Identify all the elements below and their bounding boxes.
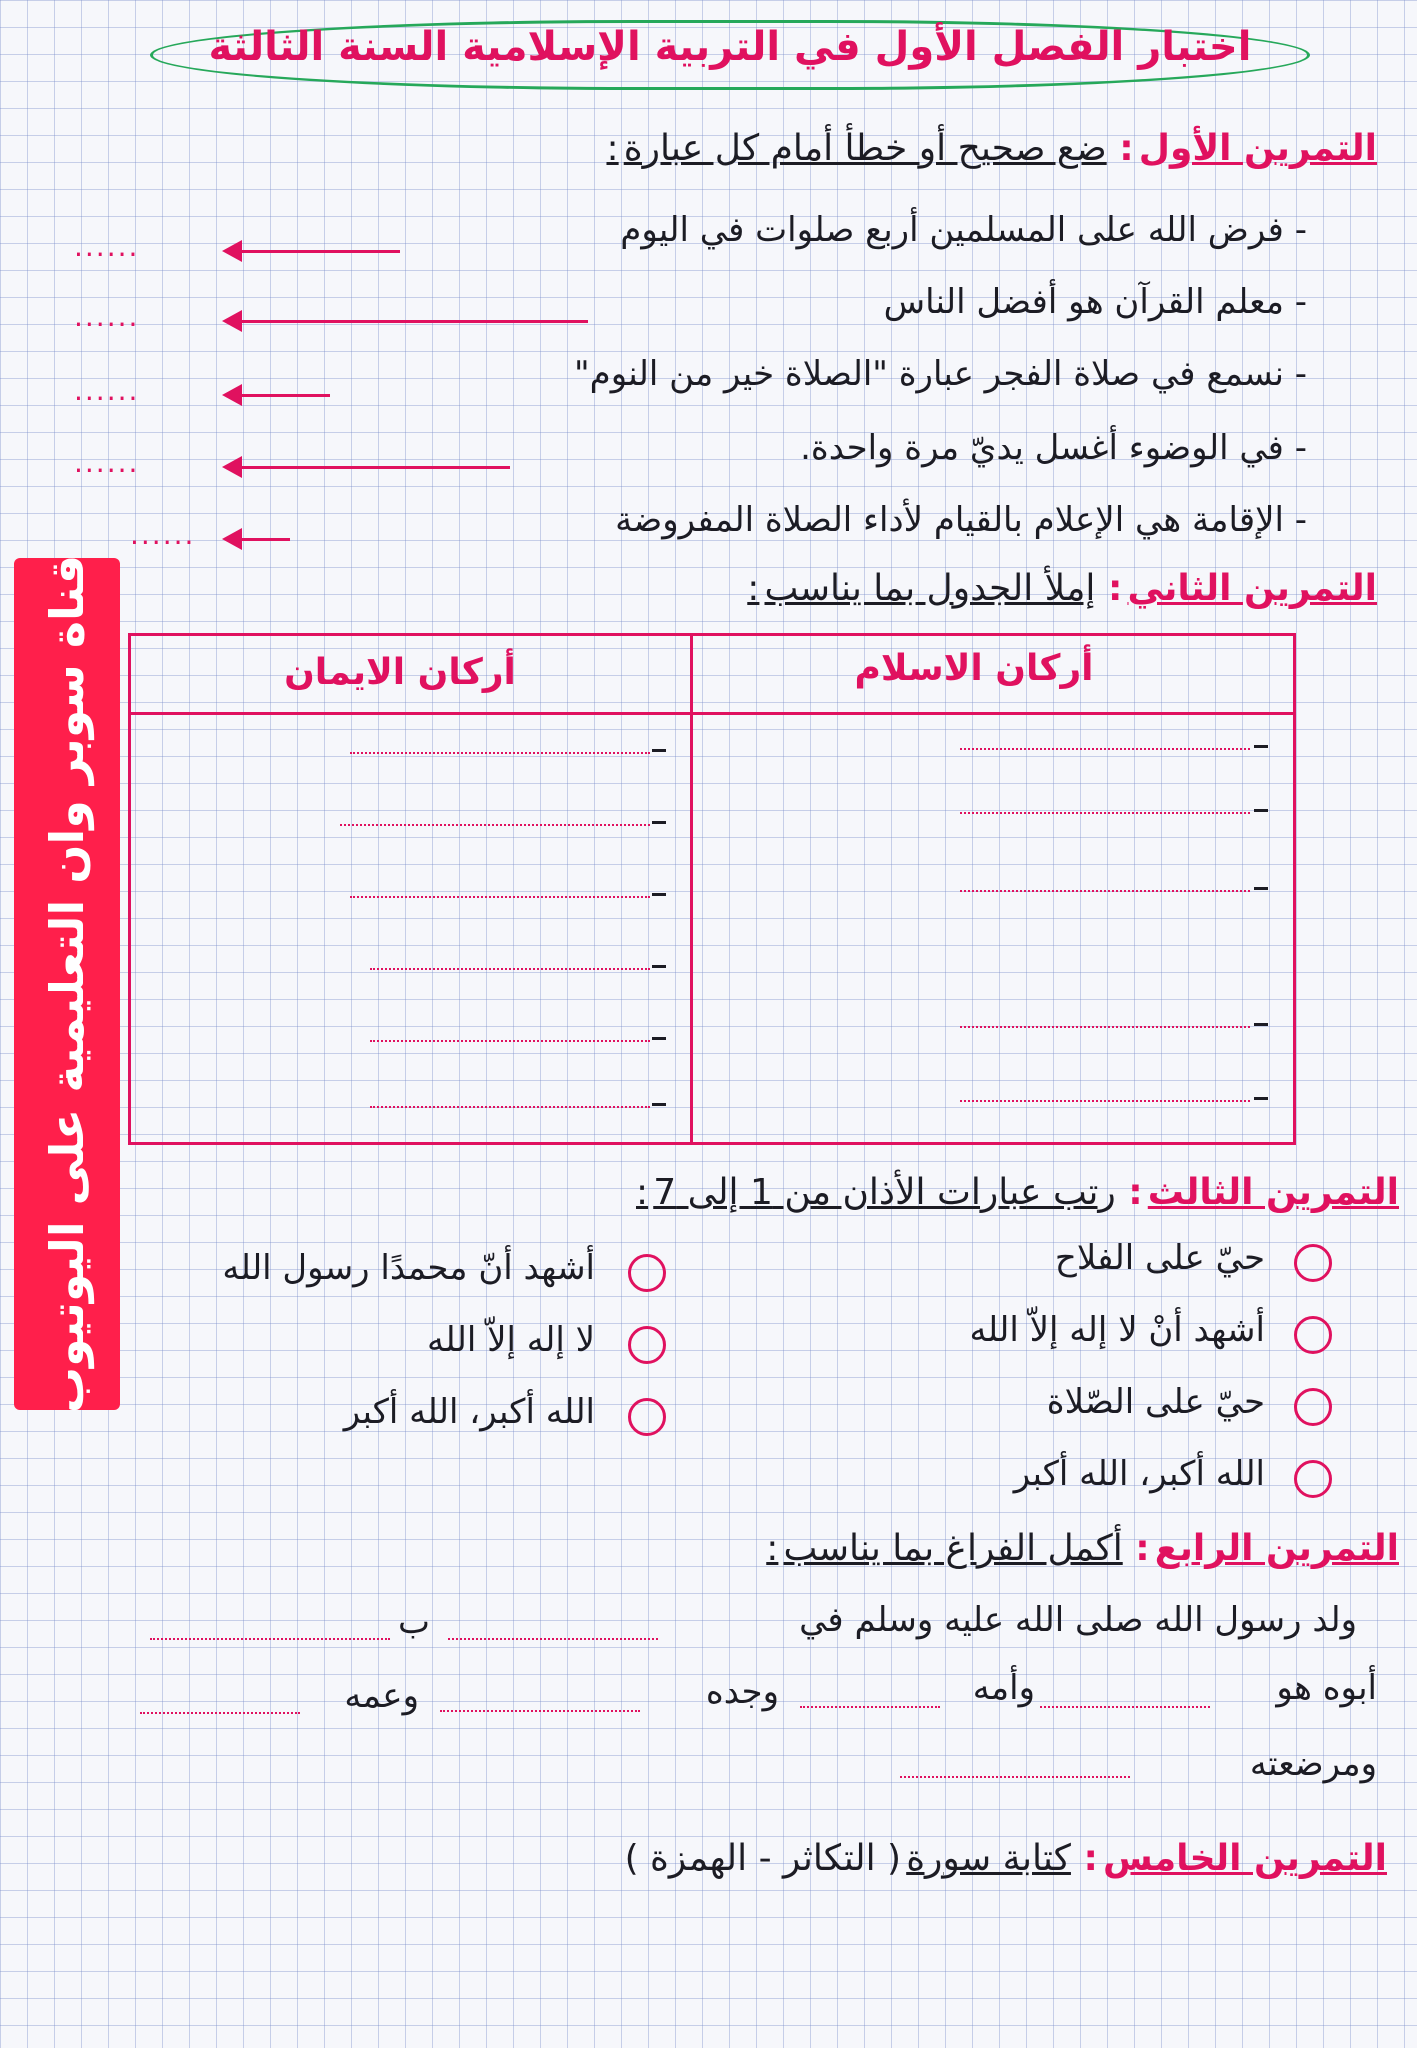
- iman-fill-line-5[interactable]: [370, 1040, 650, 1042]
- ex1-arrow-1-line: [240, 250, 400, 253]
- exercise-5-heading: [625, 1838, 1387, 1879]
- ex1-answer-blank-1[interactable]: ......: [74, 230, 140, 263]
- exercise-5-label: التمرين الخامس: [1102, 1838, 1387, 1879]
- islam-fill-dash: [1254, 745, 1268, 748]
- exercise-5-instruction: كتابة سورة: [906, 1838, 1071, 1879]
- exercise-3-label: التمرين الثالث: [1147, 1172, 1399, 1213]
- arrow-left-icon: [222, 310, 242, 332]
- iman-fill-dash: [652, 749, 666, 752]
- exercise-3-heading: [636, 1172, 1399, 1213]
- exercise-2-colon: :: [1095, 568, 1123, 609]
- ex1-arrow-2-line: [240, 320, 588, 323]
- table-header-iman: أركان الايمان: [284, 652, 516, 693]
- islam-fill-dash: [1254, 1097, 1268, 1100]
- ex4-blank-grandfather[interactable]: [440, 1710, 640, 1712]
- ex1-statement-4: - في الوضوء أغسل يديّ مرة واحدة.: [800, 428, 1307, 468]
- ex4-mother-label: وأمه: [972, 1668, 1035, 1708]
- channel-banner-text: قناة سوبر وان التعليمية على اليوتيوب: [40, 554, 95, 1414]
- adhan-item-r1: حيّ على الفلاح: [1054, 1238, 1265, 1278]
- islam-fill-dash: [1254, 809, 1268, 812]
- adhan-item-r4: الله أكبر، الله أكبر: [1013, 1454, 1265, 1494]
- ex1-answer-blank-4[interactable]: ......: [74, 446, 140, 479]
- ex1-arrow-4-line: [240, 466, 510, 469]
- adhan-order-circle-r1[interactable]: [1294, 1244, 1332, 1282]
- adhan-item-r2: أشهد أنْ لا إله إلاّ الله: [969, 1310, 1265, 1350]
- islam-fill-line-5[interactable]: [960, 1100, 1250, 1102]
- islam-fill-line-3[interactable]: [960, 890, 1250, 892]
- ex1-answer-blank-3[interactable]: ......: [74, 374, 140, 407]
- ex1-statement-3: - نسمع في صلاة الفجر عبارة "الصلاة خير من النوم": [574, 354, 1307, 394]
- table-column-divider: [690, 633, 693, 1145]
- ex1-statement-2: - معلم القرآن هو أفضل الناس: [883, 282, 1307, 322]
- exercise-4-heading: [766, 1528, 1399, 1569]
- exercise-2-instruction-colon: :: [747, 568, 760, 609]
- exercise-3-colon: :: [1115, 1172, 1143, 1213]
- ex4-blank-nurse[interactable]: [900, 1776, 1130, 1778]
- exercise-1-colon: :: [1106, 128, 1134, 169]
- exercise-4-colon: :: [1122, 1528, 1150, 1569]
- exercise-5-surahs: ( التكاثر - الهمزة ): [624, 1838, 902, 1879]
- adhan-order-circle-r3[interactable]: [1294, 1388, 1332, 1426]
- adhan-order-circle-l1[interactable]: [628, 1254, 666, 1292]
- exercise-1-heading: [606, 128, 1377, 169]
- iman-fill-line-6[interactable]: [370, 1106, 650, 1108]
- ex1-statement-1-text: فرض الله على المسلمين أربع صلوات في اليوم: [620, 210, 1284, 250]
- ex1-statement-5-text: الإقامة هي الإعلام بالقيام لأداء الصلاة المفروضة: [615, 500, 1284, 540]
- islam-fill-line-1[interactable]: [960, 748, 1250, 750]
- exercise-1-instruction-colon: :: [606, 128, 619, 169]
- exercise-3-instruction: رتب عبارات الأذان من 1 إلى 7: [653, 1172, 1116, 1213]
- table-header-islam: أركان الاسلام: [854, 648, 1094, 689]
- islam-fill-line-4[interactable]: [960, 1026, 1250, 1028]
- islam-fill-dash: [1254, 887, 1268, 890]
- ex4-uncle-label: وعمه: [344, 1676, 419, 1716]
- iman-fill-line-3[interactable]: [350, 896, 650, 898]
- islam-fill-line-2[interactable]: [960, 812, 1250, 814]
- arrow-left-icon: [222, 240, 242, 262]
- ex4-nurse-label: ومرضعته: [1249, 1744, 1377, 1784]
- page-title: اختبار الفصل الأول في التربية الإسلامية السنة الثالثة: [208, 24, 1252, 70]
- arrow-left-icon: [222, 384, 242, 406]
- table-header-separator: [128, 712, 1296, 715]
- ex1-statement-1: - فرض الله على المسلمين أربع صلوات في اليوم: [620, 210, 1307, 250]
- adhan-order-circle-l3[interactable]: [628, 1398, 666, 1436]
- islam-fill-dash: [1254, 1023, 1268, 1026]
- adhan-item-r3: حيّ على الصّلاة: [1046, 1382, 1265, 1422]
- arrow-left-icon: [222, 528, 242, 550]
- pillars-table: [128, 633, 1296, 1145]
- ex4-line1-text: ولد رسول الله صلى الله عليه وسلم في: [799, 1600, 1357, 1640]
- iman-fill-dash: [652, 965, 666, 968]
- exercise-2-instruction: إملأ الجدول بما يناسب: [764, 568, 1096, 609]
- iman-fill-line-1[interactable]: [350, 752, 650, 754]
- ex1-statement-5: - الإقامة هي الإعلام بالقيام لأداء الصلاة المفروضة: [615, 500, 1307, 540]
- ex4-blank-father[interactable]: [1040, 1706, 1210, 1708]
- ex4-blank-year[interactable]: [150, 1638, 390, 1640]
- ex1-statement-3-text: نسمع في صلاة الفجر عبارة "الصلاة خير من النوم": [574, 354, 1284, 394]
- adhan-item-l1: أشهد أنّ محمدًا رسول الله: [222, 1248, 595, 1288]
- iman-fill-dash: [652, 821, 666, 824]
- adhan-item-l3: الله أكبر، الله أكبر: [343, 1392, 595, 1432]
- ex1-statement-2-text: معلم القرآن هو أفضل الناس: [883, 282, 1284, 322]
- exercise-5-colon: :: [1070, 1838, 1098, 1879]
- ex1-arrow-3-line: [240, 394, 330, 397]
- ex4-blank-mother[interactable]: [800, 1706, 940, 1708]
- arrow-left-icon: [222, 456, 242, 478]
- adhan-order-circle-l2[interactable]: [628, 1326, 666, 1364]
- exercise-4-instruction-colon: :: [766, 1528, 779, 1569]
- ex4-blank-uncle[interactable]: [140, 1712, 300, 1714]
- iman-fill-line-4[interactable]: [370, 968, 650, 970]
- exercise-4-label: التمرين الرابع: [1154, 1528, 1399, 1569]
- adhan-order-circle-r4[interactable]: [1294, 1460, 1332, 1498]
- exercise-2-heading: [747, 568, 1377, 609]
- ex4-grandfather-label: وجده: [705, 1672, 779, 1712]
- iman-fill-line-2[interactable]: [340, 824, 650, 826]
- ex1-statement-4-text: في الوضوء أغسل يديّ مرة واحدة.: [800, 428, 1284, 468]
- ex1-arrow-5-line: [240, 538, 290, 541]
- exercise-1-label: التمرين الأول: [1138, 128, 1377, 169]
- exercise-2-label: التمرين الثاني: [1127, 568, 1377, 609]
- ex1-answer-blank-2[interactable]: ......: [74, 300, 140, 333]
- adhan-order-circle-r2[interactable]: [1294, 1316, 1332, 1354]
- ex4-line1-b: ب: [398, 1602, 431, 1642]
- exercise-3-instruction-colon: :: [636, 1172, 649, 1213]
- channel-banner-text-wrap: [14, 554, 120, 1414]
- ex1-answer-blank-5[interactable]: ......: [130, 518, 196, 551]
- ex4-father-label: أبوه هو: [1276, 1668, 1377, 1708]
- iman-fill-dash: [652, 1103, 666, 1106]
- exercise-4-instruction: أكمل الفراغ بما يناسب: [783, 1528, 1123, 1569]
- iman-fill-dash: [652, 1037, 666, 1040]
- adhan-item-l2: لا إله إلاّ الله: [427, 1320, 595, 1360]
- exercise-1-instruction: ضع صحيح أو خطأ أمام كل عبارة: [623, 128, 1107, 169]
- ex4-blank-birthplace[interactable]: [448, 1638, 658, 1640]
- iman-fill-dash: [652, 893, 666, 896]
